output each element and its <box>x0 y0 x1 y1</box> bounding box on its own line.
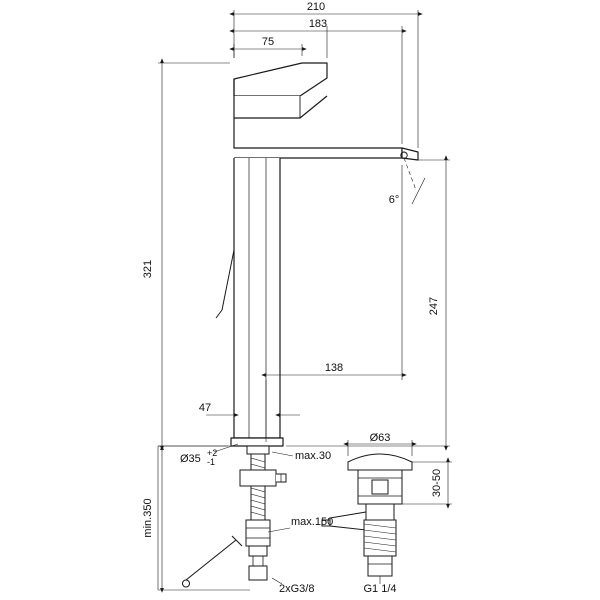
faucet-outline <box>216 63 418 446</box>
pop-up-rod <box>186 540 236 580</box>
dim-max-deck-thickness: max.30 <box>295 450 332 462</box>
waste-flange <box>348 454 412 470</box>
dim-lever-offset: 75 <box>261 36 275 48</box>
dim-spout-projection: 138 <box>324 362 344 374</box>
waste-fitting <box>322 454 412 576</box>
tap-column <box>234 158 280 438</box>
dim-mounting-hole-group <box>180 448 217 467</box>
dim-overall-width: 210 <box>306 1 326 13</box>
spout-arm <box>234 118 402 158</box>
fixing-bracket <box>240 470 276 486</box>
supply-hose <box>249 566 267 580</box>
dim-outlet-angle: 6° <box>388 194 400 206</box>
dim-mounting-hole: Ø35 <box>180 453 201 465</box>
shank-thread-hatch <box>251 458 265 516</box>
base-plate <box>231 438 283 446</box>
supply-tail <box>249 546 267 556</box>
dim-spout-height: 247 <box>428 296 440 316</box>
dim-mounting-hole-upper-tol: +2 <box>207 448 218 458</box>
dim-supply-connection: 2xG3/8 <box>279 583 315 595</box>
dim-waste-thread: G1 1/4 <box>363 583 397 595</box>
dim-total-height: 321 <box>142 259 154 279</box>
rod-end-knob <box>183 580 190 587</box>
waste-plug-seat <box>372 480 388 494</box>
under-counter-assembly <box>183 446 286 587</box>
waste-tail <box>368 556 392 576</box>
dim-max-rod-length: max.150 <box>291 516 334 528</box>
column-facet <box>216 250 234 318</box>
dim-body-depth: 47 <box>198 402 212 414</box>
counter-deck <box>247 446 269 454</box>
waste-neck <box>366 504 394 520</box>
dim-spout-reach-total: 183 <box>308 18 328 30</box>
waste-lever-boss <box>330 512 366 530</box>
dim-mounting-hole-lower-tol: -1 <box>207 457 216 467</box>
dim-waste-flange-dia: Ø63 <box>369 432 391 444</box>
rod-clevis <box>232 536 242 546</box>
dim-waste-height-range: 30-50 <box>431 468 443 498</box>
lever-handle <box>234 63 327 96</box>
dim-min-supply-length: min.350 <box>142 498 154 538</box>
connector-body <box>246 520 270 546</box>
